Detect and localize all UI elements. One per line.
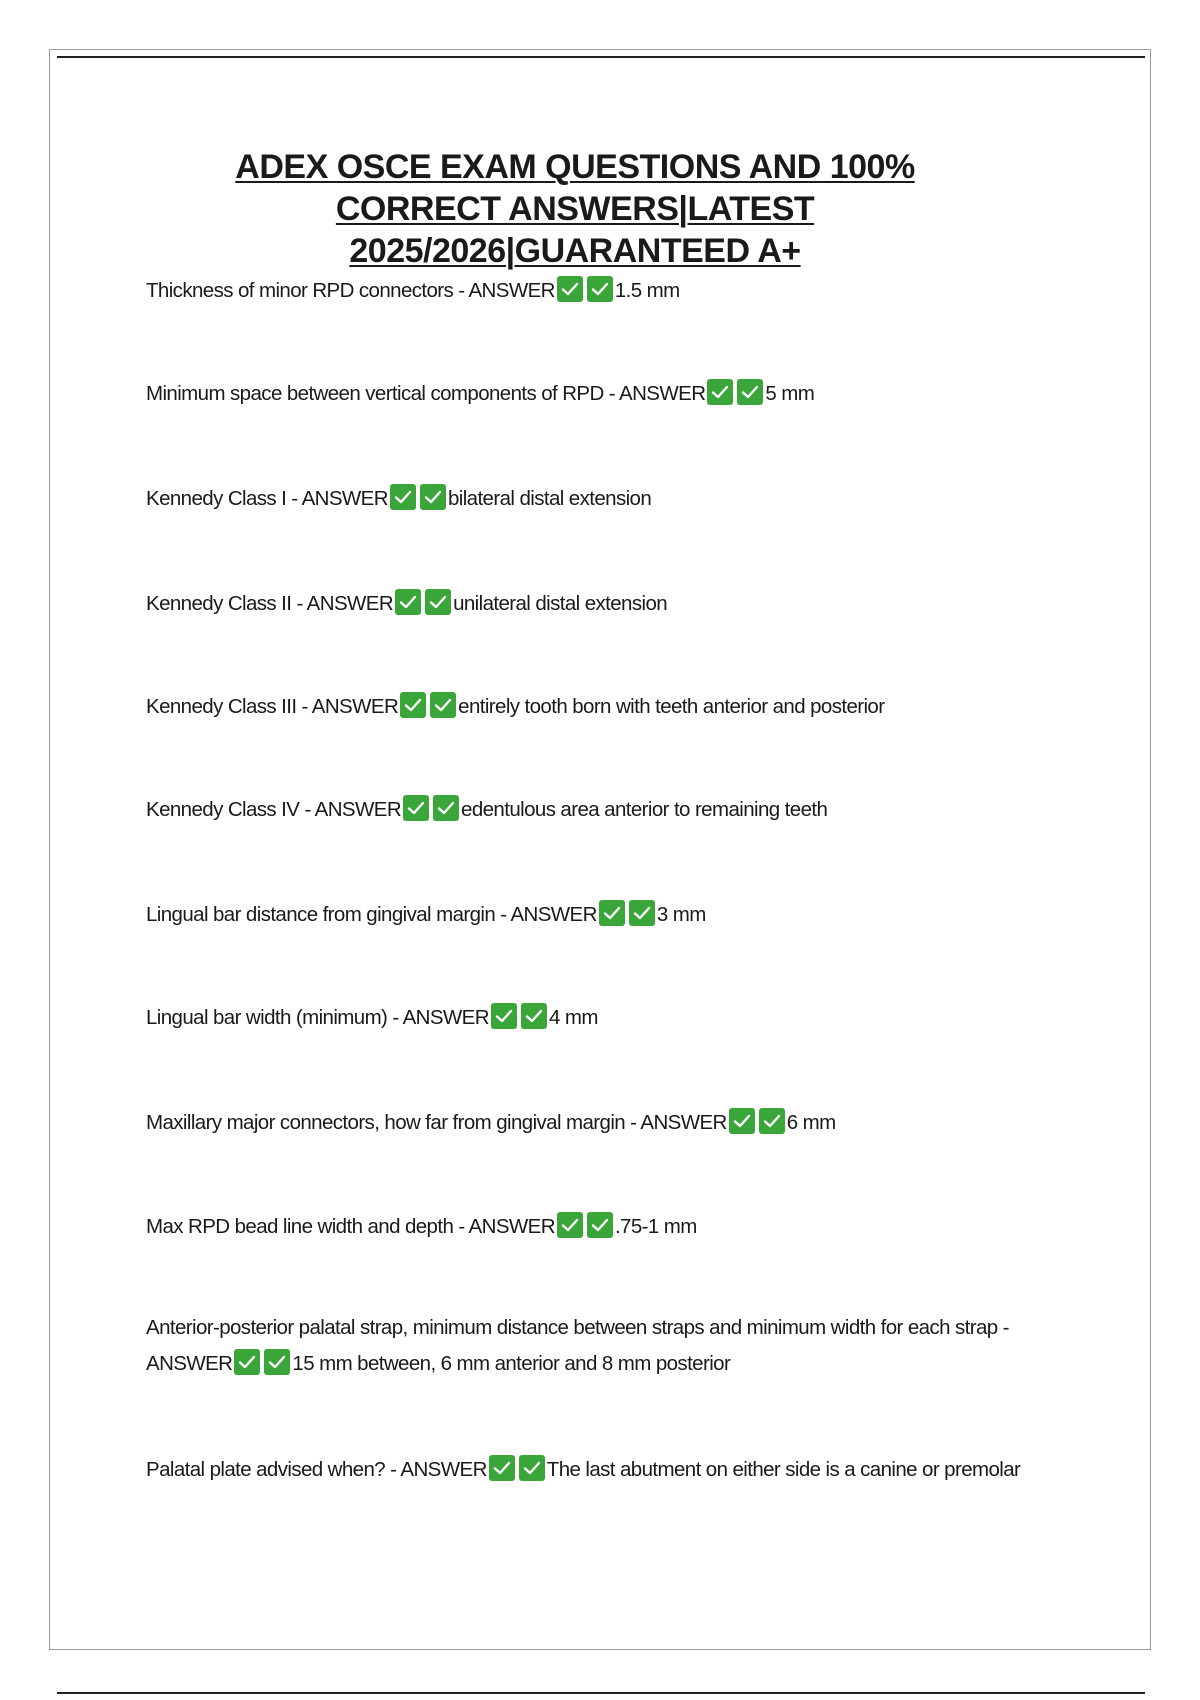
answer-marker: ANSWER: [146, 1352, 233, 1375]
qa-item: [146, 897, 1046, 933]
question-text: Minimum space between vertical components of RPD -: [146, 382, 620, 405]
check-mark-icon: [433, 795, 459, 821]
answer-marker: ANSWER: [510, 903, 597, 926]
answer-marker: ANSWER: [619, 382, 706, 405]
document-title: [150, 146, 1000, 272]
check-mark-icon: [395, 589, 421, 615]
answer-marker: ANSWER: [640, 1111, 727, 1134]
answer-marker: ANSWER: [468, 1215, 555, 1238]
check-mark-icon: [587, 1212, 613, 1238]
check-mark-icon: [729, 1108, 755, 1134]
question-text: Lingual bar distance from gingival margin -: [146, 903, 511, 926]
answer-marker: ANSWER: [402, 1006, 489, 1029]
answer-marker: ANSWER: [306, 592, 394, 615]
check-mark-icon: [759, 1108, 785, 1134]
check-mark-icon: [737, 379, 763, 405]
qa-item: [146, 1209, 1046, 1245]
header-rule: [57, 56, 1145, 58]
check-mark-icon: [521, 1003, 547, 1029]
answer-marker: ANSWER: [400, 1458, 487, 1481]
question-text: Anterior-posterior palatal strap, minimum distance between straps and minimum width for each strap -: [146, 1316, 1009, 1339]
qa-item: [146, 376, 1046, 412]
question-text: Maxillary major connectors, how far from gingival margin -: [146, 1111, 641, 1134]
answer-marker: ANSWER: [311, 695, 399, 718]
check-mark-icon: [557, 276, 583, 302]
check-mark-icon: [489, 1455, 515, 1481]
check-mark-icon: [587, 276, 613, 302]
qa-item: [146, 792, 1046, 828]
answer-text: 15 mm between, 6 mm anterior and 8 mm posterior: [292, 1352, 731, 1375]
question-text: Max RPD bead line width and depth -: [146, 1215, 469, 1238]
qa-item: [146, 689, 1046, 725]
qa-item: [146, 1452, 1046, 1488]
check-mark-icon: [390, 484, 416, 510]
answer-text: entirely tooth born with teeth anterior and posterior: [458, 695, 885, 718]
question-text: Lingual bar width (minimum) -: [146, 1006, 403, 1029]
answer-marker: ANSWER: [468, 279, 555, 302]
answer-text: unilateral distal extension: [453, 592, 668, 615]
check-mark-icon: [519, 1455, 545, 1481]
question-text: Palatal plate advised when? -: [146, 1458, 401, 1481]
qa-item: [146, 1000, 1046, 1036]
answer-text: edentulous area anterior to remaining teeth: [461, 798, 828, 821]
qa-item: [146, 1310, 1046, 1382]
question-text: Kennedy Class IV -: [146, 798, 315, 821]
answer-text: 1.5 mm: [614, 279, 680, 302]
qa-item: [146, 481, 1046, 517]
answer-marker: ANSWER: [301, 487, 388, 510]
check-mark-icon: [420, 484, 446, 510]
question-text: Kennedy Class II -: [146, 592, 307, 615]
check-mark-icon: [629, 900, 655, 926]
answer-marker: ANSWER: [314, 798, 402, 821]
answer-text: bilateral distal extension: [447, 487, 652, 510]
check-mark-icon: [707, 379, 733, 405]
check-mark-icon: [400, 692, 426, 718]
qa-item: [146, 586, 1046, 622]
answer-text: 6 mm: [786, 1111, 836, 1134]
check-mark-icon: [430, 692, 456, 718]
answer-text: 4 mm: [548, 1006, 598, 1029]
title-line: ADEX OSCE EXAM QUESTIONS AND 100%: [235, 148, 915, 186]
check-mark-icon: [403, 795, 429, 821]
qa-item: [146, 273, 1046, 309]
question-text: Kennedy Class I -: [146, 487, 302, 510]
check-mark-icon: [557, 1212, 583, 1238]
check-mark-icon: [264, 1349, 290, 1375]
title-line: 2025/2026|GUARANTEED A+: [349, 232, 801, 270]
qa-item: [146, 1105, 1046, 1141]
answer-text: The last abutment on either side is a canine or premolar: [546, 1458, 1021, 1481]
footer-rule: [57, 1692, 1145, 1694]
check-mark-icon: [491, 1003, 517, 1029]
question-text: Thickness of minor RPD connectors -: [146, 279, 469, 302]
check-mark-icon: [425, 589, 451, 615]
question-text: Kennedy Class III -: [146, 695, 312, 718]
check-mark-icon: [599, 900, 625, 926]
answer-text: .75-1 mm: [614, 1215, 697, 1238]
check-mark-icon: [234, 1349, 260, 1375]
answer-text: 3 mm: [656, 903, 706, 926]
answer-text: 5 mm: [765, 382, 815, 405]
title-line: CORRECT ANSWERS|LATEST: [335, 190, 815, 228]
